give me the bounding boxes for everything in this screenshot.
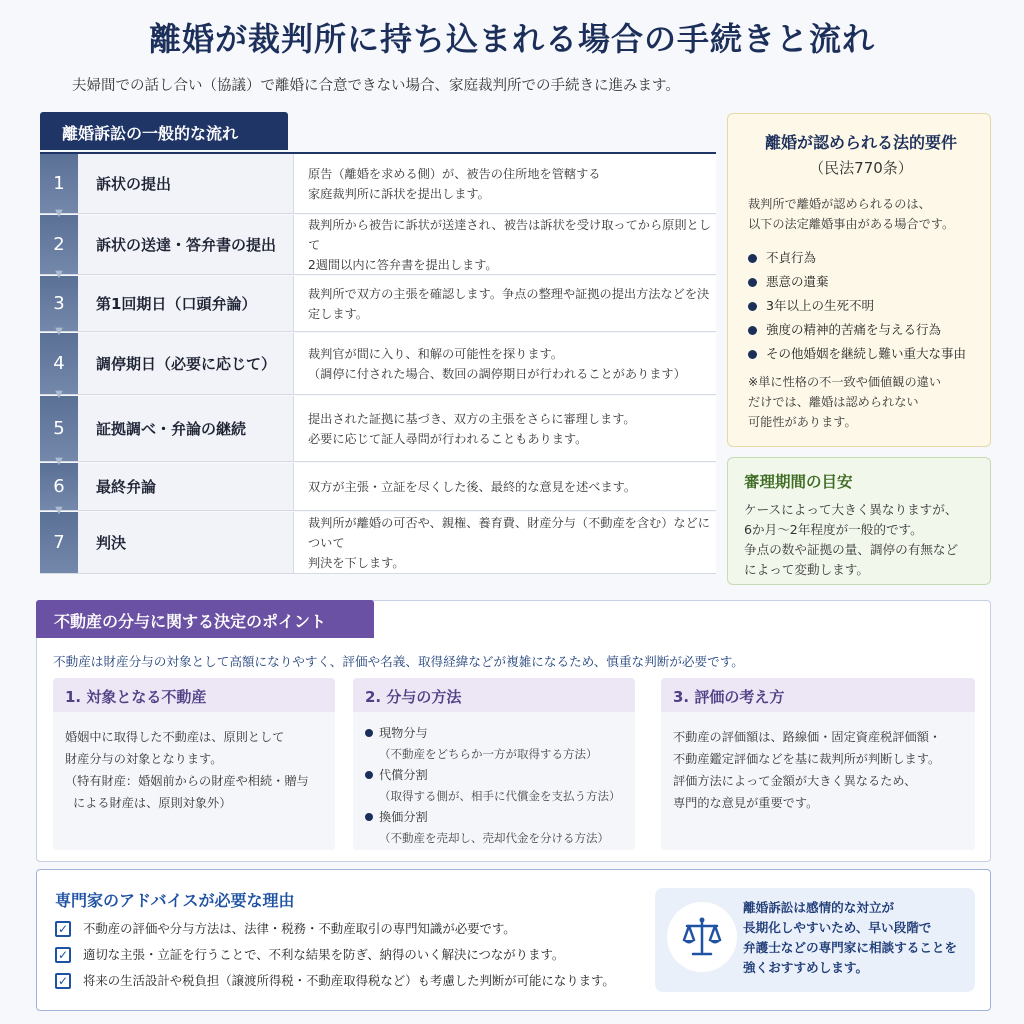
step-description [294, 333, 716, 394]
bullet-icon [748, 302, 757, 311]
list-item [55, 916, 615, 942]
step-desc-line: 家庭裁判所に訴状を提出します。 [308, 186, 490, 201]
division-method-card [353, 678, 635, 850]
steps-heading: 離婚訴訟の一般的な流れ [40, 112, 288, 150]
down-arrow-icon: ▼ [55, 389, 63, 400]
steps-flow [40, 152, 716, 572]
step-label: 最終弁論 [78, 463, 294, 510]
card-body [353, 712, 635, 848]
method-name: 換価分割 [379, 810, 428, 824]
expert-heading: 専門家のアドバイスが必要な理由 [55, 891, 295, 910]
list-item [748, 318, 974, 342]
scales-of-justice-icon [667, 902, 737, 972]
note-line: だけでは、離婚は認められない [748, 395, 919, 409]
step-desc-line: 裁判官が間に入り、和解の可能性を探ります。 [308, 346, 563, 361]
method-name: 現物分与 [379, 726, 428, 740]
step-number: 5 [40, 396, 78, 461]
item-text: その他婚姻を継続し難い重大な事由 [766, 346, 967, 361]
bullet-icon [748, 278, 757, 287]
step-desc-line: 裁判所が離婚の可否や、親権、養育費、財産分与（不動産を含む）などについて [308, 515, 710, 550]
step-number: 6 [40, 463, 78, 510]
method-item [365, 764, 623, 786]
period-line: によって変動します。 [744, 562, 869, 577]
step-description [294, 512, 716, 573]
bullet-icon [748, 254, 757, 263]
real-estate-section [36, 600, 991, 862]
list-item [55, 968, 615, 994]
intro-line: 以下の法定離婚事由がある場合です。 [748, 217, 955, 231]
step-number: 4 [40, 333, 78, 394]
checkmark-icon: ✓ [55, 947, 71, 963]
bullet-icon [365, 729, 373, 737]
step-description [294, 396, 716, 461]
step-description [294, 276, 716, 331]
step-description [294, 215, 716, 274]
step-number: 3 [40, 276, 78, 331]
period-title: 審理期間の目安 [744, 473, 853, 491]
bullet-icon [365, 771, 373, 779]
list-item [748, 294, 974, 318]
valuation-card [661, 678, 975, 850]
list-item [55, 942, 615, 968]
requirements-subtitle: （民法770条） [809, 159, 913, 177]
step-desc-line: 裁判所で双方の主張を確認します。争点の整理や証拠の提出方法などを決定します。 [308, 286, 710, 321]
callout-line: 離婚訴訟は感情的な対立が [743, 900, 895, 915]
card-line: 財産分与の対象となります。 [65, 752, 223, 766]
step-label: 訴状の提出 [78, 154, 294, 213]
real-estate-heading: 不動産の分与に関する決定のポイント [36, 600, 374, 638]
intro-line: 裁判所で離婚が認められるのは、 [748, 197, 931, 211]
trial-period-box [727, 457, 991, 585]
item-text: 3年以上の生死不明 [766, 298, 874, 313]
list-item [748, 342, 974, 366]
bullet-icon [365, 813, 373, 821]
step-row [40, 154, 716, 219]
card-title: 1. 対象となる不動産 [53, 678, 335, 712]
method-item [365, 722, 623, 744]
step-desc-line: （調停に付された場合、数回の調停期日が行われることがあります） [308, 366, 686, 381]
checkmark-icon: ✓ [55, 921, 71, 937]
card-line: による財産は、原則対象外） [73, 796, 232, 810]
step-desc-line: 双方が主張・立証を尽くした後、最終的な意見を述べます。 [308, 479, 637, 494]
bullet-icon [748, 350, 757, 359]
step-number: 2 [40, 215, 78, 274]
card-line: 評価方法によって金額が大きく異なるため、 [673, 774, 917, 788]
down-arrow-icon: ▼ [55, 505, 63, 516]
card-title: 3. 評価の考え方 [661, 678, 975, 712]
callout-line: 強くおすすめします。 [743, 960, 869, 975]
target-property-card [53, 678, 335, 850]
step-row [40, 396, 716, 467]
requirements-intro [748, 194, 974, 234]
expert-advice-section [36, 869, 991, 1011]
period-line: 6か月〜2年程度が一般的です。 [744, 522, 923, 537]
checkmark-icon: ✓ [55, 973, 71, 989]
card-body [53, 712, 335, 814]
item-text: 不貞行為 [766, 250, 817, 265]
item-text: 適切な主張・立証を行うことで、不利な結果を防ぎ、納得のいく解決につながります。 [83, 947, 565, 962]
card-line: 不動産の評価額は、路線価・固定資産税評価額・ [673, 730, 942, 744]
method-note: （取得する側が、相手に代償金を支払う方法） [379, 789, 621, 803]
item-text: 将来の生活設計や税負担（譲渡所得税・不動産取得税など）も考慮した判断が可能になります。 [83, 973, 615, 988]
method-item [365, 806, 623, 828]
down-arrow-icon: ▼ [55, 208, 63, 219]
down-arrow-icon: ▼ [55, 456, 63, 467]
recommendation-callout [655, 888, 975, 992]
list-item [748, 270, 974, 294]
step-row [40, 215, 716, 280]
step-desc-line: 判決を下します。 [308, 555, 405, 570]
method-note: （不動産をどちらか一方が取得する方法） [379, 747, 598, 761]
item-text: 不動産の評価や分与方法は、法律・税務・不動産取引の専門知識が必要です。 [83, 921, 516, 936]
requirements-list [748, 246, 974, 366]
down-arrow-icon: ▼ [55, 326, 63, 337]
step-label: 第1回期日（口頭弁論） [78, 276, 294, 331]
method-name: 代償分割 [379, 768, 428, 782]
card-title: 2. 分与の方法 [353, 678, 635, 712]
item-text: 悪意の遺棄 [766, 274, 829, 289]
period-line: ケースによって大きく異なりますが、 [744, 502, 958, 517]
period-line: 争点の数や証拠の量、調停の有無など [744, 542, 959, 557]
callout-line: 長期化しやすいため、早い段階で [743, 920, 932, 935]
card-line: 専門的な意見が重要です。 [673, 796, 819, 810]
period-text [744, 500, 974, 580]
page-title: 離婚が裁判所に持ち込まれる場合の手続きと流れ [148, 20, 875, 58]
step-desc-line: 原告（離婚を求める側）が、被告の住所地を管轄する [308, 166, 601, 181]
step-row [40, 463, 716, 516]
step-number: 1 [40, 154, 78, 213]
list-item [748, 246, 974, 270]
callout-text [743, 898, 957, 978]
step-description [294, 463, 716, 510]
method-note: （不動産を売却し、売却代金を分ける方法） [379, 831, 609, 845]
step-row [40, 276, 716, 337]
requirements-note [748, 372, 974, 432]
callout-line: 弁護士などの専門家に相談することを [743, 940, 958, 955]
card-line: 婚姻中に取得した不動産は、原則として [65, 730, 285, 744]
card-line: （特有財産：婚姻前からの財産や相続・贈与 [65, 774, 309, 788]
bullet-icon [748, 326, 757, 335]
note-line: 可能性があります。 [748, 415, 857, 429]
legal-requirements-box [727, 113, 991, 447]
real-estate-intro: 不動産は財産分与の対象として高額になりやすく、評価や名義、取得経緯などが複雑になるため、慎重な判断が必要です。 [53, 654, 744, 669]
step-description [294, 154, 716, 213]
card-line: 不動産鑑定評価などを基に裁判所が判断します。 [673, 752, 941, 766]
page-subtitle: 夫婦間での話し合い（協議）で離婚に合意できない場合、家庭裁判所での手続きに進みます。 [72, 78, 680, 94]
step-row [40, 333, 716, 400]
note-line: ※単に性格の不一致や価値観の違い [748, 375, 942, 389]
step-label: 調停期日（必要に応じて） [78, 333, 294, 394]
down-arrow-icon: ▼ [55, 269, 63, 280]
step-number: 7 [40, 512, 78, 573]
step-desc-line: 2週間以内に答弁書を提出します。 [308, 257, 498, 272]
step-row [40, 512, 716, 574]
step-label: 訴状の送達・答弁書の提出 [78, 215, 294, 274]
requirements-title: 離婚が認められる法的要件 [764, 133, 957, 152]
step-label: 証拠調べ・弁論の継続 [78, 396, 294, 461]
step-desc-line: 提出された証拠に基づき、双方の主張をさらに審理します。 [308, 411, 636, 426]
step-desc-line: 裁判所から被告に訴状が送達され、被告は訴状を受け取ってから原則として [308, 217, 711, 252]
step-desc-line: 必要に応じて証人尋問が行われることもあります。 [308, 431, 588, 446]
item-text: 強度の精神的苦痛を与える行為 [766, 322, 942, 337]
expert-reasons-list [55, 916, 615, 994]
card-body [661, 712, 975, 814]
step-label: 判決 [78, 512, 294, 573]
